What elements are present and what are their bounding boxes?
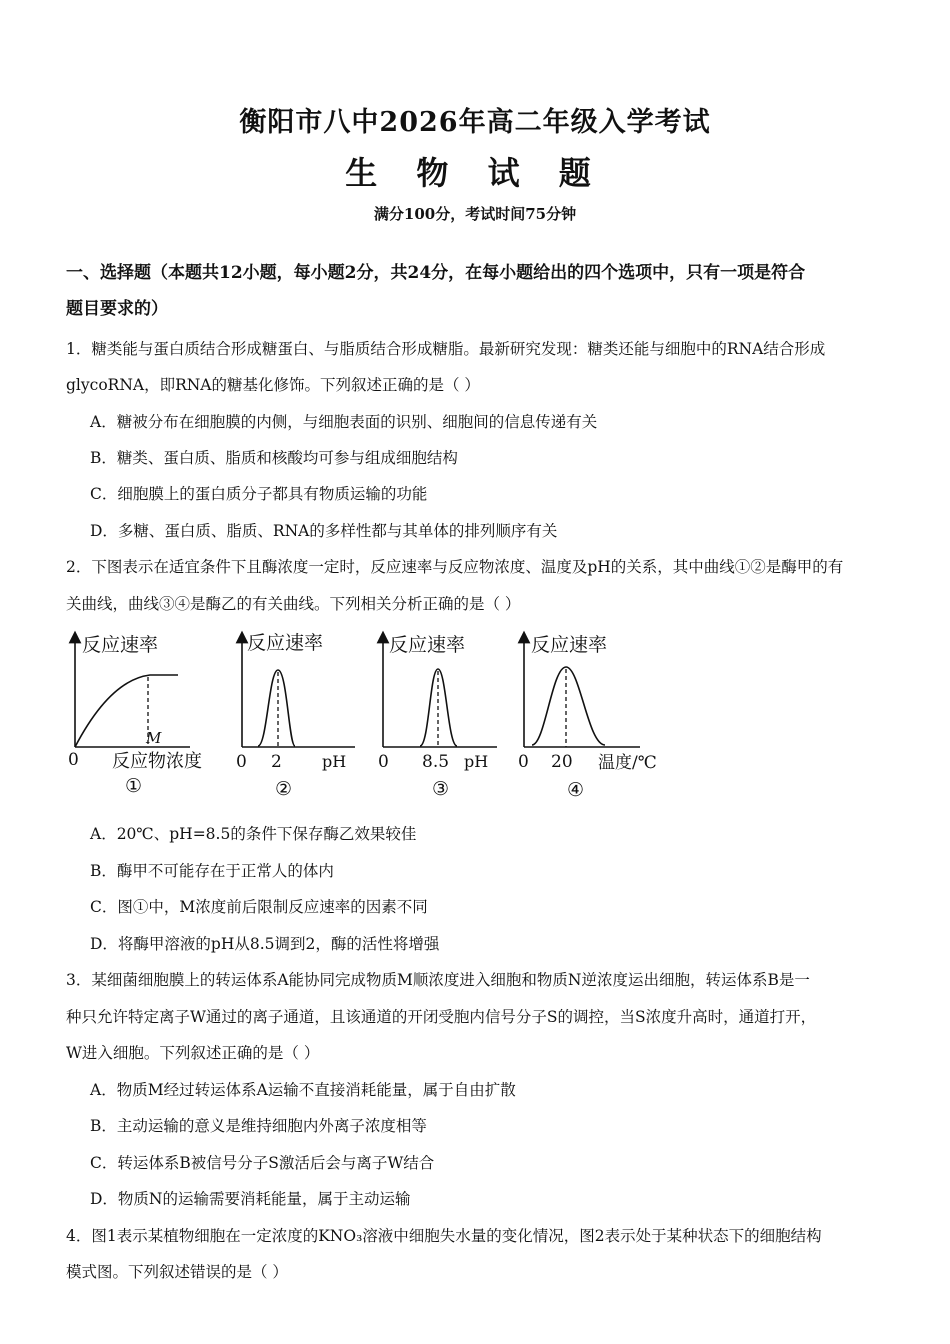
- section-heading-line1: 一、选择题（本题共12小题，每小题2分，共24分，在每小题给出的四个选项中，只有一项是符合: [66, 263, 806, 283]
- q1-stem-line1: 1．糖类能与蛋白质结合形成糖蛋白、与脂质结合形成糖脂。最新研究发现：糖类还能与细胞中的RNA结合形成: [66, 340, 826, 358]
- q1-option-b: B．糖类、蛋白质、脂质和核酸均可参与组成细胞结构: [90, 449, 458, 467]
- graph-1: [68, 634, 202, 797]
- exam-info: 满分100分，考试时间75分钟: [373, 205, 577, 223]
- q2-option-a: A．20℃、pH=8.5的条件下保存酶乙效果较佳: [90, 825, 417, 843]
- graph-1-origin: 0: [68, 750, 79, 770]
- q2-option-c: C．图①中，M浓度前后限制反应速率的因素不同: [90, 898, 428, 916]
- enzyme-graphs-figure: [60, 625, 680, 810]
- q2-stem-line2: 关曲线，曲线③④是酶乙的有关曲线。下列相关分析正确的是（ ）: [66, 595, 521, 613]
- graph-2-x-label: pH: [322, 752, 347, 771]
- q1-stem-line2: glycoRNA，即RNA的糖基化修饰。下列叙述正确的是（ ）: [66, 376, 480, 394]
- q3-stem-line1: 3．某细菌细胞膜上的转运体系A能协同完成物质M顺浓度进入细胞和物质N逆浓度运出细胞，转运体系B是一: [66, 971, 810, 989]
- q4-stem-line2: 模式图。下列叙述错误的是（ ）: [66, 1263, 288, 1281]
- subject-title: 生 物 试 题: [345, 154, 605, 192]
- graph-4-curve: [532, 667, 605, 745]
- graph-2-number: ②: [275, 778, 293, 800]
- q2-stem-line1: 2．下图表示在适宜条件下且酶浓度一定时，反应速率与反应物浓度、温度及pH的关系，其中曲线①②是酶甲的有: [66, 558, 844, 576]
- graph-3-origin: 0: [378, 752, 389, 772]
- graph-4-number: ④: [567, 779, 585, 801]
- graph-2-tick: 2: [271, 752, 282, 772]
- q3-stem-line2: 种只允许特定离子W通过的离子通道，且该通道的开闭受胞内信号分子S的调控，当S浓度升高时，通道打开，: [66, 1008, 817, 1026]
- exam-title: 衡阳市八中2026年高二年级入学考试: [239, 107, 711, 138]
- q3-option-b: B．主动运输的意义是维持细胞内外离子浓度相等: [90, 1117, 427, 1135]
- graph-2-y-label: 反应速率: [247, 632, 324, 654]
- graph-2: [236, 632, 355, 800]
- graph-3: [378, 634, 497, 800]
- q2-option-d: D．将酶甲溶液的pH从8.5调到2，酶的活性将增强: [90, 935, 440, 953]
- section-heading-line2: 题目要求的）: [66, 299, 168, 319]
- graph-1-m-marker: M: [146, 729, 162, 747]
- graph-1-number: ①: [125, 775, 143, 797]
- graph-1-curve: [75, 675, 178, 747]
- graph-3-y-label: 反应速率: [389, 634, 466, 656]
- q1-option-c: C．细胞膜上的蛋白质分子都具有物质运输的功能: [90, 485, 428, 503]
- q3-option-a: A．物质M经过转运体系A运输不直接消耗能量，属于自由扩散: [90, 1081, 516, 1099]
- graph-1-y-label: 反应速率: [82, 634, 159, 656]
- q3-option-d: D．物质N的运输需要消耗能量，属于主动运输: [90, 1190, 411, 1208]
- q1-option-d: D．多糖、蛋白质、脂质、RNA的多样性都与其单体的排列顺序有关: [90, 522, 558, 540]
- graph-4-y-label: 反应速率: [531, 634, 608, 656]
- graph-3-number: ③: [432, 778, 450, 800]
- q2-option-b: B．酶甲不可能存在于正常人的体内: [90, 862, 334, 880]
- graph-3-x-label: pH: [464, 752, 489, 771]
- graph-3-tick: 8.5: [422, 752, 450, 772]
- graph-4-tick: 20: [551, 752, 573, 772]
- q1-option-a: A．糖被分布在细胞膜的内侧，与细胞表面的识别、细胞间的信息传递有关: [90, 413, 598, 431]
- graph-1-x-label: 反应物浓度: [112, 751, 202, 772]
- graph-2-origin: 0: [236, 752, 247, 772]
- q3-option-c: C．转运体系B被信号分子S激活后会与离子W结合: [90, 1154, 435, 1172]
- graph-4: [518, 634, 657, 801]
- q3-stem-line3: W进入细胞。下列叙述正确的是（ ）: [66, 1044, 320, 1062]
- graph-4-x-label: 温度/℃: [598, 753, 657, 773]
- graph-2-curve: [258, 670, 295, 746]
- graph-4-origin: 0: [518, 752, 529, 772]
- q4-stem-line1: 4．图1表示某植物细胞在一定浓度的KNO₃溶液中细胞失水量的变化情况，图2表示处于某种状态下的细胞结构: [66, 1227, 822, 1245]
